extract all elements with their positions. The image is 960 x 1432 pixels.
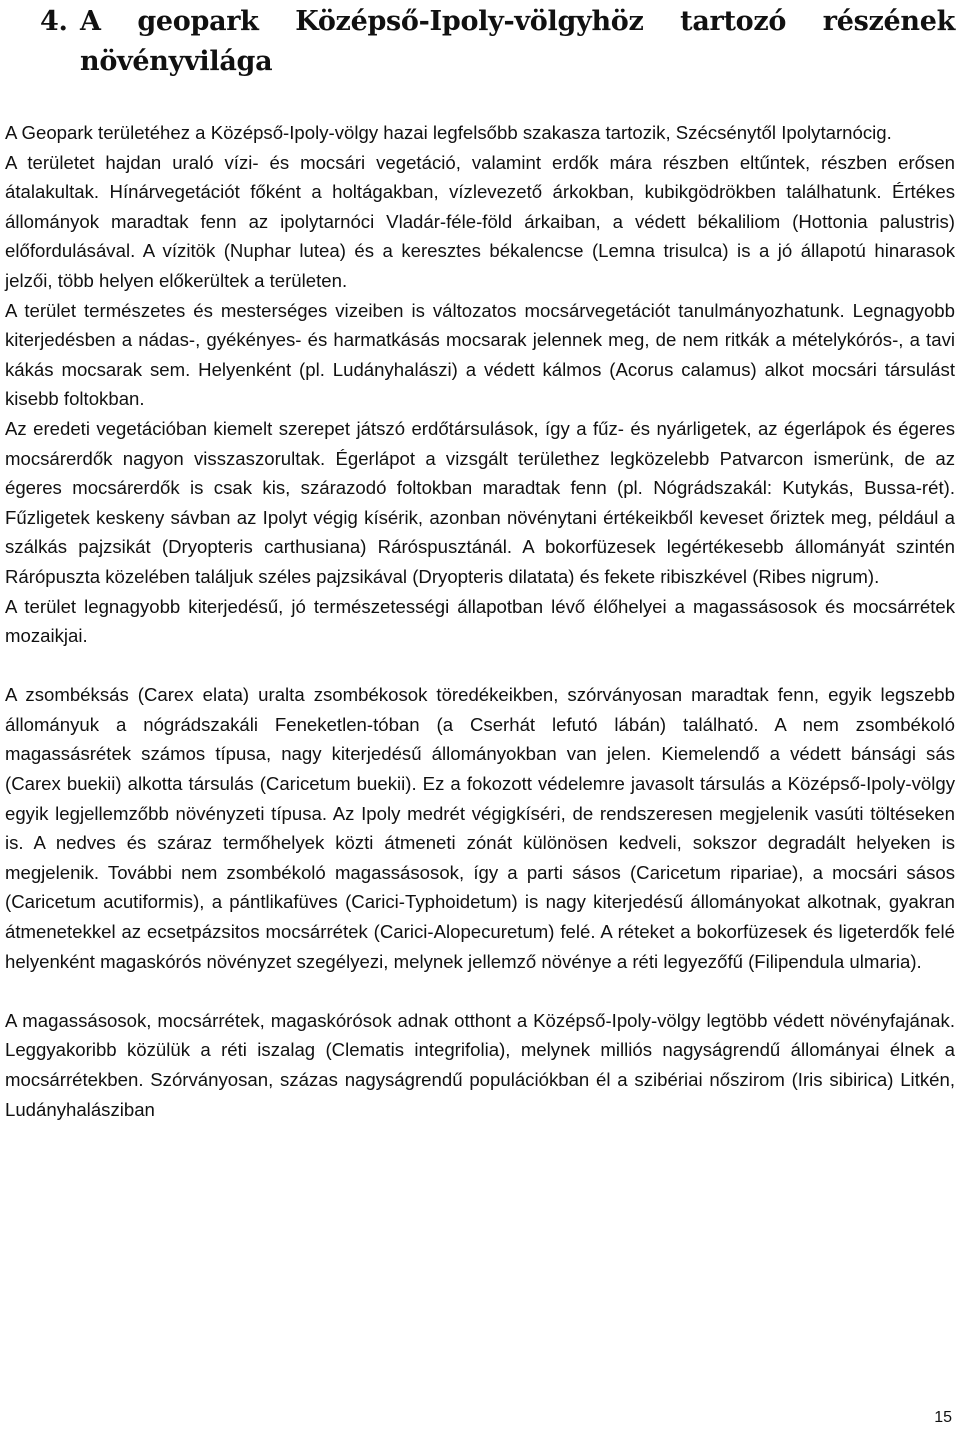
heading-title-line-1: A geopark Középső-Ipoly-völgyhöz tartozó részének [80, 6, 955, 37]
paragraph-habitat-mosaic: A terület legnagyobb kiterjedésű, jó természetességi állapotban lévő élőhelyei a magassásosok és mocsárrétek mozaikjai. [5, 595, 955, 647]
page-number: 15 [934, 1409, 952, 1426]
paragraph-marsh-vegetation: A terület természetes és mesterséges vizeiben is változatos mocsárvegetációt tanulmányozhatunk. Legnagyobb kiterjedésben a nádas-, gyékényes- és harmatkásás mocsarak jelennek meg, de nem ritkák a mételykórós-, a tavi kákás mocsarak sem. Helyenként (pl. Ludányhalászi) a védett kálmos (Acorus calamus) alkot mocsári társulást kisebb foltokban. [5, 299, 955, 410]
paragraph-protected-species: A magassásosok, mocsárrétek, magaskórósok adnak otthont a Középső-Ipoly-völgy legtöbb védett növényfajának. Leggyakoribb közülük a réti iszalag (Clematis integrifolia), melynek milliós nagyságrendű állományai élnek a mocsárrétekben. Szórványosan, százas nagyságrendű populációkban él a szibériai nőszirom (Iris sibirica) Litkén, Ludányhalásziban [5, 1009, 955, 1120]
paragraph-geopark-area: A Geopark területéhez a Középső-Ipoly-völgy hazai legfelsőbb szakasza tartozik, Szécsénytől Ipolytarnócig. [5, 122, 892, 143]
heading-title-line-2: növényvilága [80, 46, 273, 77]
heading-number: 4. [40, 6, 68, 37]
heading-line-1 [40, 2, 955, 42]
paragraph-sedge-tussocks: A zsombéksás (Carex elata) uralta zsombékosok töredékeikben, szórványosan maradtak fenn, egyik legszebb állományuk a nógrádszakáli Feneketlen-tóban (a Cserhát lefutó lábán) található. A nem zsombékoló magassásrétek számos típusa, nagy kiterjedésű állományokban van jelen. Kiemelendő a védett bánsági sás (Carex buekii) alkotta társulás (Caricetum buekii). Ez a fokozott védelemre javasolt társulás a Középső-Ipoly-völgy egyik legjellemzőbb növényzeti típusa. Az Ipoly medrét végigkíséri, de rendszeresen megjelenik vasúti töltéseken is. A nedves és száraz termőhelyek közti átmeneti zónát különösen kedveli, sokszor degradált helyeken is megjelenik. További nem zsombékoló magassásosok, így a parti sásos (Caricetum ripariae), a mocsári sásos (Caricetum acutiformis), a pántlikafüves (Carici-Typhoidetum) is nagy kiterjedésű állományokat alkotnak, gyakran átmenetekkel az ecsetpázsitos mocsárrétek (Carici-Alopecuretum) felé. A réteket a bokorfüzesek és ligeterdők felé helyenként magaskórós növényzet szegélyezi, melynek jellemző növénye a réti legyezőfű (Filipendula ulmaria). [5, 684, 955, 972]
paragraph-forest-associations: Az eredeti vegetációban kiemelt szerepet játszó erdőtársulások, így a fűz- és nyárligetek, az égerlápok és égeres mocsárerdők nagyon visszaszorultak. Égerlápot a vizsgált területhez legközelebb Patvarcon ismerünk, de az égeres mocsárerdők is csak kis, szárazodó foltokban maradtak fenn (pl. Nógrádszakál: Kutykás, Bussa-rét). Fűzligetek keskeny sávban az Ipolyt végig kísérik, azonban növénytani értékeikből keveset őriztek meg, például a szálkás pajzsikát (Dryopteris carthusiana) Ráróspusztánál. A bokorfüzesek legértékesebb állományát szintén Rárópuszta közelében találjuk széles pajzsikával (Dryopteris dilatata) és fekete ribiszkével (Ribes nigrum). [5, 417, 955, 587]
section-heading [40, 2, 955, 82]
paragraph-aquatic-vegetation: A területet hajdan uraló vízi- és mocsári vegetáció, valamint erdők mára részben eltűntek, részben erősen átalakultak. Hínárvegetációt főként a holtágakban, vízlevezető árkokban, kubikgödrökben találhatunk. Értékes állományok maradtak fenn az ipolytarnóci Vladár-féle-föld árkaiban, a védett békaliliom (Hottonia palustris) előfordulásával. A vízitök (Nuphar lutea) és a keresztes békalencse (Lemna trisulca) is a jó állapotú hinarasok jelzői, több helyen előkerültek a területen. [5, 151, 955, 291]
body-text [5, 118, 955, 1124]
